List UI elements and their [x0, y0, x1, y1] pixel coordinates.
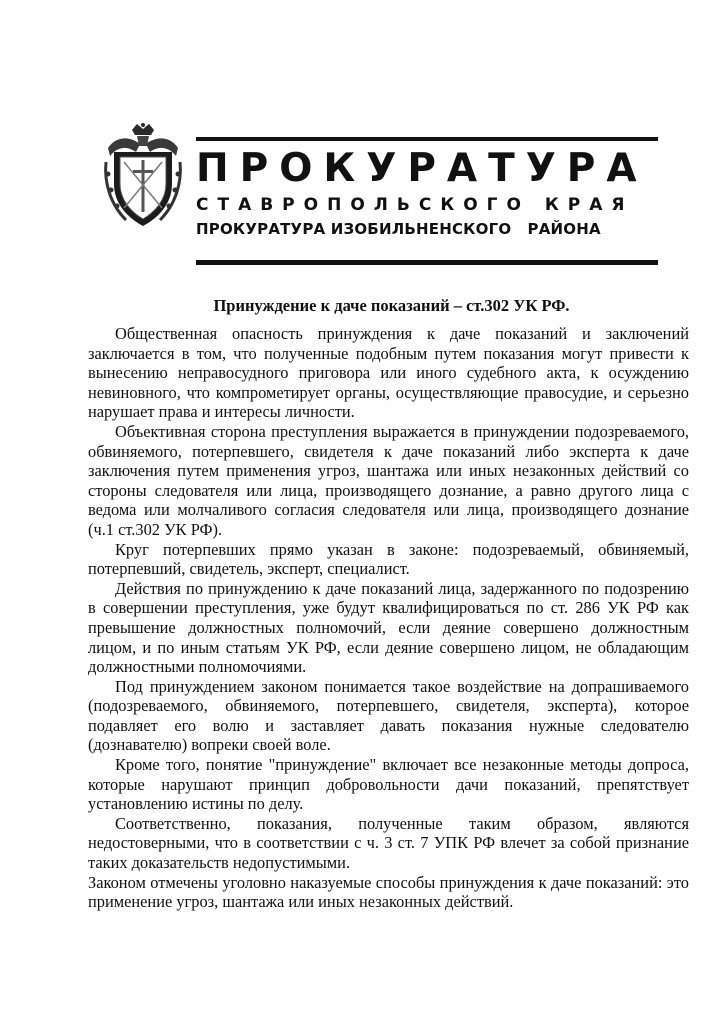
org-title: ПРОКУРАТУРА	[196, 146, 648, 191]
org-district: ПРОКУРАТУРА ИЗОБИЛЬНЕНСКОГО РАЙОНА	[196, 220, 601, 238]
article-body	[88, 324, 689, 912]
paragraph: Круг потерпевших прямо указан в законе: подозреваемый, обвиняемый, потерпевший, свидетель, эксперт, специалист.	[88, 539, 689, 579]
document-title: Принуждение к даче показаний – ст.302 УК РФ.	[213, 296, 570, 315]
org-subtitle: СТАВРОПОЛЬСКОГО КРАЯ	[196, 195, 634, 215]
paragraph: Законом отмечены уголовно наказуемые способы принуждения к даче показаний: это применение угроз, шантажа или иных незаконных действий.	[88, 872, 689, 912]
paragraph: Кроме того, понятие "принуждение" включает все незаконные методы допроса, которые нарушают принцип добровольности дачи показаний, препятствует установлению истины по делу.	[88, 755, 689, 814]
paragraph: Объективная сторона преступления выражается в принуждении подозреваемого, обвиняемого, потерпевшего, свидетеля к даче показаний либо эксперта к даче заключения путем применения угроз, шантажа или иных незаконных действий со стороны следователя или лица, производящего дознание, а равно другого лица с ведома или молчаливого согласия следователя или лица, производящего дознание (ч.1 ст.302 УК РФ).	[88, 421, 689, 539]
paragraph: Общественная опасность принуждения к даче показаний и заключений заключается в том, что полученные подобным путем показания могут привести к вынесению неправосудного приговора или иного судебного акта, к осуждению невиновного, что компрометирует органы, осуществляющие правосудие, и серьезно нарушает права и интересы личности.	[88, 324, 689, 422]
paragraph: Соответственно, показания, полученные таким образом, являются недостоверными, что в соответствии с ч. 3 ст. 7 УПК РФ влечет за собой признание таких доказательств недопустимыми.	[88, 813, 689, 873]
header-bottom-rule	[196, 260, 658, 265]
paragraph: Действия по принуждению к даче показаний лица, задержанного по подозрению в совершении преступления, уже будут квалифицироваться по ст. 286 УК РФ как превышение должностных полномочий, если деяние совершено должностным лицом, и по иным статьям УК РФ, если деяние совершено лицом, не обладающим должностными полномочиями.	[88, 578, 689, 677]
header-top-rule	[196, 137, 658, 141]
paragraph: Под принуждением законом понимается такое воздействие на допрашиваемого (подозреваемого, обвиняемого, потерпевшего, свидетеля, эксперта), которое подавляет его волю и заставляет давать показания нужные следователю (дознавателю) вопреки своей воле.	[88, 676, 689, 755]
prosecutor-emblem-icon	[102, 122, 184, 230]
